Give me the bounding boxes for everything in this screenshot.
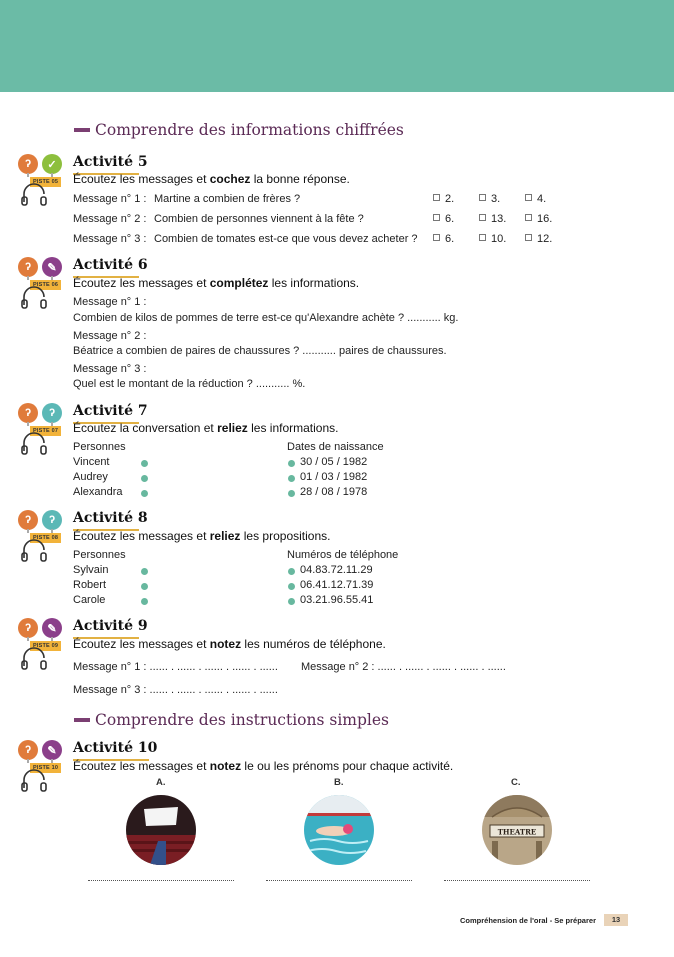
fill-in-line[interactable]: Béatrice a combien de paires de chaussures ? ........... paires de chaussures. bbox=[73, 345, 447, 357]
column-header: Personnes bbox=[73, 441, 126, 453]
activity-title: Activité 7 bbox=[73, 403, 148, 419]
activity-title: Activité 10 bbox=[73, 740, 157, 756]
ear-icon: ʔ bbox=[18, 257, 38, 277]
person-name: Carole bbox=[73, 594, 106, 606]
birth-date: 01 / 03 / 1982 bbox=[300, 471, 368, 483]
message-label: Message n° 2 : bbox=[73, 213, 147, 225]
fill-in-line[interactable]: Message n° 1 : ...... . ...... . ...... . ...... . ...... bbox=[73, 661, 278, 673]
activity-icons bbox=[18, 740, 70, 796]
column-header: Personnes bbox=[73, 549, 126, 561]
person-name: Vincent bbox=[73, 456, 110, 468]
piste-label: PISTE 09 bbox=[30, 641, 61, 651]
answer-line[interactable] bbox=[444, 880, 590, 881]
activity-title: Activité 8 bbox=[73, 510, 148, 526]
person-name: Sylvain bbox=[73, 564, 109, 576]
swimming-image bbox=[304, 795, 374, 865]
check-icon: ✓ bbox=[42, 154, 62, 174]
ear-icon: ʔ bbox=[18, 154, 38, 174]
footer-text: Compréhension de l'oral - Se préparer bbox=[460, 916, 596, 925]
question: Combien de personnes viennent à la fête ? bbox=[154, 213, 364, 225]
link-dot[interactable] bbox=[288, 490, 295, 497]
ear-icon: ʔ bbox=[42, 510, 62, 530]
answer-line[interactable] bbox=[88, 880, 234, 881]
checkbox-option[interactable]: 16. bbox=[525, 213, 552, 225]
instruction: Écoutez les messages et notez les numéros de téléphone. bbox=[73, 637, 386, 651]
person-name: Alexandra bbox=[73, 486, 123, 498]
instruction: Écoutez les messages et cochez la bonne réponse. bbox=[73, 172, 350, 186]
activity-icons bbox=[18, 510, 70, 566]
theatre-image bbox=[482, 795, 552, 865]
cinema-image bbox=[126, 795, 196, 865]
link-dot[interactable] bbox=[141, 568, 148, 575]
ear-icon: ʔ bbox=[18, 618, 38, 638]
checkbox-option[interactable]: 6. bbox=[433, 233, 454, 245]
message-label: Message n° 3 : bbox=[73, 363, 147, 375]
link-dot[interactable] bbox=[288, 598, 295, 605]
image-letter: A. bbox=[156, 777, 166, 788]
activity-icons bbox=[18, 403, 70, 459]
fill-in-line[interactable]: Combien de kilos de pommes de terre est-ce qu'Alexandre achète ? ........... kg. bbox=[73, 312, 459, 324]
phone-number: 03.21.96.55.41 bbox=[300, 594, 374, 606]
page-number: 13 bbox=[604, 914, 628, 926]
activity-icons bbox=[18, 257, 70, 313]
headphones-icon bbox=[20, 182, 52, 206]
question: Combien de tomates est-ce que vous devez acheter ? bbox=[154, 233, 418, 245]
phone-number: 04.83.72.11.29 bbox=[300, 564, 373, 576]
person-name: Audrey bbox=[73, 471, 108, 483]
piste-label: PISTE 10 bbox=[30, 763, 61, 773]
header-band bbox=[0, 0, 674, 92]
headphones-icon bbox=[20, 646, 52, 670]
piste-label: PISTE 07 bbox=[30, 426, 61, 436]
link-dot[interactable] bbox=[141, 475, 148, 482]
person-name: Robert bbox=[73, 579, 107, 591]
answer-line[interactable] bbox=[266, 880, 412, 881]
instruction: Écoutez la conversation et reliez les informations. bbox=[73, 421, 339, 435]
birth-date: 28 / 08 / 1978 bbox=[300, 486, 368, 498]
question: Martine a combien de frères ? bbox=[154, 193, 301, 205]
ear-icon: ʔ bbox=[18, 403, 38, 423]
theatre-sign: THEATRE bbox=[497, 827, 537, 837]
activity-title: Activité 6 bbox=[73, 257, 148, 273]
headphones-icon bbox=[20, 538, 52, 562]
instruction: Écoutez les messages et reliez les propositions. bbox=[73, 529, 331, 543]
piste-label: PISTE 05 bbox=[30, 177, 61, 187]
section-title-2: Comprendre des instructions simples bbox=[74, 711, 389, 729]
pencil-icon: ✎ bbox=[42, 740, 62, 760]
checkbox-option[interactable]: 4. bbox=[525, 193, 546, 205]
link-dot[interactable] bbox=[288, 583, 295, 590]
image-letter: B. bbox=[334, 777, 344, 788]
link-dot[interactable] bbox=[288, 568, 295, 575]
checkbox-option[interactable]: 12. bbox=[525, 233, 552, 245]
link-dot[interactable] bbox=[288, 460, 295, 467]
checkbox-option[interactable]: 3. bbox=[479, 193, 500, 205]
message-label: Message n° 3 : bbox=[73, 233, 147, 245]
link-dot[interactable] bbox=[141, 490, 148, 497]
ear-icon: ʔ bbox=[42, 403, 62, 423]
fill-in-line[interactable]: Quel est le montant de la réduction ? ........... %. bbox=[73, 378, 306, 390]
piste-label: PISTE 08 bbox=[30, 533, 61, 543]
activity-icons bbox=[18, 618, 70, 674]
image-letter: C. bbox=[511, 777, 521, 788]
section-title-1: Comprendre des informations chiffrées bbox=[74, 121, 404, 139]
fill-in-line[interactable]: Message n° 2 : ...... . ...... . ...... . ...... . ...... bbox=[301, 661, 506, 673]
pencil-icon: ✎ bbox=[42, 257, 62, 277]
birth-date: 30 / 05 / 1982 bbox=[300, 456, 368, 468]
phone-number: 06.41.12.71.39 bbox=[300, 579, 374, 591]
activity-title: Activité 5 bbox=[73, 154, 148, 170]
message-label: Message n° 2 : bbox=[73, 330, 147, 342]
activity-icons bbox=[18, 154, 70, 210]
headphones-icon bbox=[20, 285, 52, 309]
fill-in-line[interactable]: Message n° 3 : ...... . ...... . ...... . ...... . ...... bbox=[73, 684, 278, 696]
checkbox-option[interactable]: 6. bbox=[433, 213, 454, 225]
ear-icon: ʔ bbox=[18, 740, 38, 760]
headphones-icon bbox=[20, 431, 52, 455]
link-dot[interactable] bbox=[288, 475, 295, 482]
checkbox-option[interactable]: 10. bbox=[479, 233, 506, 245]
checkbox-option[interactable]: 13. bbox=[479, 213, 506, 225]
headphones-icon bbox=[20, 768, 52, 792]
pencil-icon: ✎ bbox=[42, 618, 62, 638]
checkbox-option[interactable]: 2. bbox=[433, 193, 454, 205]
link-dot[interactable] bbox=[141, 598, 148, 605]
link-dot[interactable] bbox=[141, 460, 148, 467]
column-header: Dates de naissance bbox=[287, 441, 384, 453]
activity-title: Activité 9 bbox=[73, 618, 148, 634]
message-label: Message n° 1 : bbox=[73, 193, 147, 205]
link-dot[interactable] bbox=[141, 583, 148, 590]
message-label: Message n° 1 : bbox=[73, 296, 147, 308]
column-header: Numéros de téléphone bbox=[287, 549, 399, 561]
instruction: Écoutez les messages et notez le ou les prénoms pour chaque activité. bbox=[73, 759, 454, 773]
ear-icon: ʔ bbox=[18, 510, 38, 530]
instruction: Écoutez les messages et complétez les informations. bbox=[73, 276, 360, 290]
piste-label: PISTE 06 bbox=[30, 280, 61, 290]
